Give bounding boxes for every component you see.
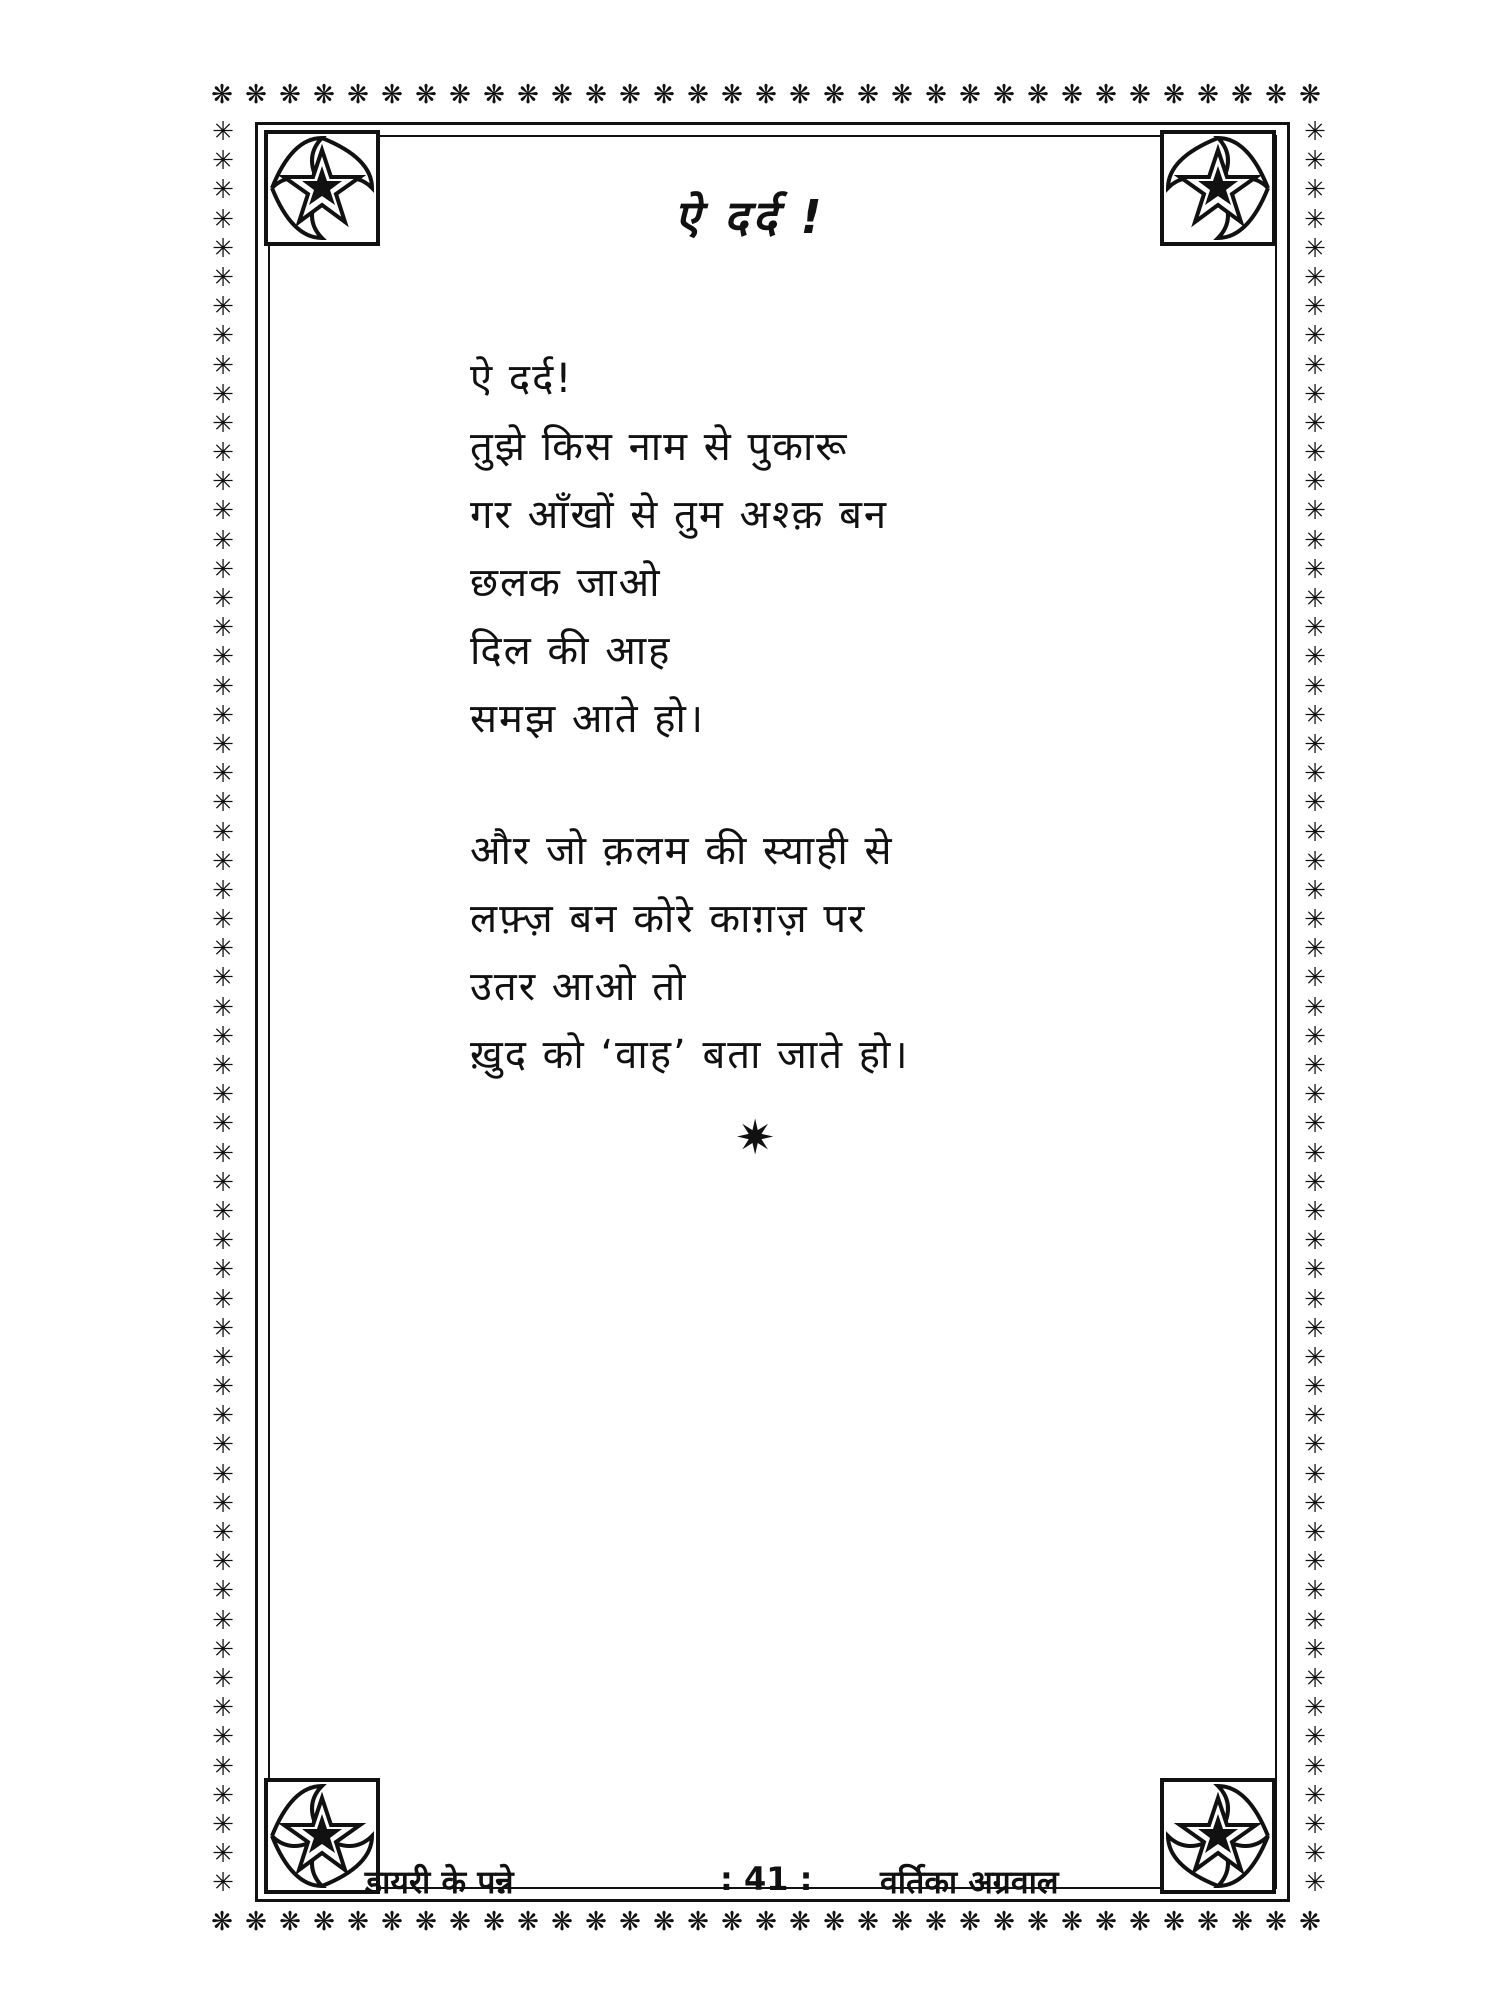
corner-star-ornament-bottom-left (262, 1776, 382, 1896)
border-ornament-icon: ❋ (517, 80, 539, 110)
border-ornament-icon: ✳ (1304, 846, 1326, 877)
border-ornament-icon: ❋ (551, 1907, 573, 1937)
border-ornament-icon: ✳ (1304, 292, 1326, 323)
border-ornament-icon: ✳ (1304, 1401, 1326, 1432)
border-ornament-icon: ✳ (212, 496, 234, 527)
border-ornament-icon: ❋ (1231, 80, 1253, 110)
border-ornament-icon: ✳ (1304, 1780, 1326, 1811)
poem-line: समझ आते हो। (470, 696, 706, 742)
border-ornament-icon: ✳ (1304, 1372, 1326, 1403)
border-ornament-icon: ✳ (1304, 118, 1326, 147)
border-ornament-icon: ❋ (823, 80, 845, 110)
border-ornament-icon: ✳ (212, 1313, 234, 1344)
border-ornament-icon: ❋ (211, 80, 233, 110)
border-ornament-icon: ❋ (789, 1907, 811, 1937)
border-ornament-icon: ❋ (1129, 80, 1151, 110)
border-ornament-icon: ✳ (212, 992, 234, 1023)
border-ornament-icon: ✳ (212, 204, 234, 235)
border-ornament-icon: ✳ (212, 438, 234, 469)
border-ornament-icon: ❋ (1061, 1907, 1083, 1937)
border-ornament-icon: ✳ (1304, 1080, 1326, 1111)
border-ornament-icon: ✳ (1304, 905, 1326, 936)
border-ornament-icon: ✳ (1304, 350, 1326, 381)
border-ornament-icon: ❋ (415, 1907, 437, 1937)
border-ornament-icon: ✳ (1304, 408, 1326, 439)
border-ornament-icon: ✳ (1304, 1313, 1326, 1344)
border-ornament-icon: ❋ (1231, 1907, 1253, 1937)
border-ornament-icon: ✳ (212, 118, 234, 147)
border-ornament-icon: ✳ (212, 1809, 234, 1840)
border-ornament-icon: ✳ (212, 1021, 234, 1052)
border-ornament-icon: ❋ (1299, 1907, 1321, 1937)
border-ornament-icon: ✳ (212, 1751, 234, 1782)
border-ornament-icon: ✳ (212, 671, 234, 702)
border-ornament-icon: ❋ (313, 80, 335, 110)
border-ornament-icon: ✳ (1304, 1167, 1326, 1198)
border-ornament-icon: ✳ (1304, 700, 1326, 731)
border-ornament-icon: ❋ (551, 80, 573, 110)
border-ornament-icon: ❋ (755, 1907, 777, 1937)
border-ornament-icon: ✳ (212, 1401, 234, 1432)
poem-line: उतर आओ तो (470, 964, 688, 1010)
border-ornament-icon: ✳ (1304, 554, 1326, 585)
border-ornament-icon: ✳ (212, 875, 234, 906)
border-ornament-icon: ✳ (1304, 204, 1326, 235)
poem-line: ख़ुद को ‘वाह’ बता जाते हो। (470, 1032, 910, 1078)
border-ornament-icon: ✳ (212, 1547, 234, 1578)
border-ornament-icon: ❋ (823, 1907, 845, 1937)
border-ornament-icon: ✳ (1304, 438, 1326, 469)
border-ornament-icon: ❋ (891, 1907, 913, 1937)
border-ornament-icon: ✳ (1304, 963, 1326, 994)
border-ornament-icon: ❋ (959, 80, 981, 110)
border-ornament-icon: ✳ (212, 817, 234, 848)
border-ornament-icon: ✳ (212, 525, 234, 556)
border-ornament-icon: ✳ (1304, 729, 1326, 760)
border-ornament-icon: ✳ (212, 700, 234, 731)
border-ornament-icon: ✳ (212, 1196, 234, 1227)
border-ornament-icon: ✳ (1304, 817, 1326, 848)
border-ornament-icon: ✳ (212, 788, 234, 819)
border-ornament-icon: ❋ (1299, 80, 1321, 110)
border-ornament-icon: ✳ (212, 1868, 234, 1899)
border-ornament-icon: ✳ (1304, 496, 1326, 527)
border-ornament-icon: ✳ (1304, 1255, 1326, 1286)
border-ornament-icon: ❋ (1197, 1907, 1219, 1937)
border-ornament-icon: ✳ (212, 759, 234, 790)
border-ornament-icon: ✳ (212, 1518, 234, 1548)
border-ornament-icon: ❋ (483, 80, 505, 110)
end-star-icon: ✷ (735, 1110, 776, 1166)
footer-author: वर्तिका अग्रवाल (880, 1863, 1059, 1901)
poem-line: तुझे किस नाम से पुकारू (470, 424, 849, 470)
border-ornament-icon: ✳ (212, 1430, 234, 1461)
border-ornament-icon: ❋ (721, 1907, 743, 1937)
border-ornament-icon: ✳ (212, 934, 234, 965)
border-ornament-icon: ✳ (212, 175, 234, 206)
border-ornament-icon: ✳ (212, 408, 234, 439)
border-ornament-icon: ❋ (1197, 80, 1219, 110)
border-ornament-icon: ❋ (347, 1907, 369, 1937)
border-ornament-icon: ❋ (517, 1907, 539, 1937)
border-ornament-icon: ✳ (212, 1109, 234, 1140)
border-ornament-icon: ✳ (1304, 379, 1326, 410)
ornamental-border-right (1295, 118, 1335, 1903)
border-ornament-icon: ✳ (212, 1459, 234, 1490)
border-ornament-icon: ✳ (212, 1255, 234, 1286)
border-ornament-icon: ✳ (212, 1780, 234, 1811)
border-ornament-icon: ✳ (1304, 1488, 1326, 1519)
border-ornament-icon: ✳ (212, 1080, 234, 1111)
border-ornament-icon: ✳ (212, 1051, 234, 1081)
border-ornament-icon: ✳ (212, 321, 234, 352)
border-ornament-icon: ✳ (1304, 1051, 1326, 1081)
border-ornament-icon: ✳ (212, 1372, 234, 1403)
border-ornament-icon: ❋ (721, 80, 743, 110)
border-ornament-icon: ✳ (1304, 1196, 1326, 1227)
poem-line: और जो क़लम की स्याही से (470, 828, 894, 874)
border-ornament-icon: ✳ (212, 1605, 234, 1636)
border-ornament-icon: ✳ (1304, 467, 1326, 498)
border-ornament-icon: ✳ (1304, 1109, 1326, 1140)
border-ornament-icon: ❋ (993, 1907, 1015, 1937)
border-ornament-icon: ❋ (483, 1907, 505, 1937)
border-ornament-icon: ✳ (212, 729, 234, 760)
border-ornament-icon: ❋ (211, 1907, 233, 1937)
border-ornament-icon: ❋ (585, 1907, 607, 1937)
border-ornament-icon: ✳ (212, 1488, 234, 1519)
border-ornament-icon: ✳ (1304, 321, 1326, 352)
border-ornament-icon: ✳ (212, 350, 234, 381)
border-ornament-icon: ✳ (1304, 1430, 1326, 1461)
border-ornament-icon: ✳ (212, 467, 234, 498)
border-ornament-icon: ✳ (212, 1226, 234, 1257)
border-ornament-icon: ✳ (212, 1284, 234, 1315)
border-ornament-icon: ✳ (1304, 1839, 1326, 1870)
border-ornament-icon: ✳ (1304, 1459, 1326, 1490)
border-ornament-icon: ❋ (857, 80, 879, 110)
border-ornament-icon: ✳ (212, 1839, 234, 1870)
border-ornament-icon: ✳ (212, 379, 234, 410)
border-ornament-icon: ✳ (212, 1138, 234, 1169)
border-ornament-icon: ✳ (212, 642, 234, 673)
border-ornament-icon: ❋ (245, 1907, 267, 1937)
border-ornament-icon: ❋ (1061, 80, 1083, 110)
border-ornament-icon: ✳ (212, 1693, 234, 1724)
border-ornament-icon: ✳ (1304, 934, 1326, 965)
border-ornament-icon: ❋ (279, 80, 301, 110)
border-ornament-icon: ✳ (212, 846, 234, 877)
border-ornament-icon: ✳ (1304, 1751, 1326, 1782)
border-ornament-icon: ✳ (1304, 992, 1326, 1023)
border-ornament-icon: ❋ (313, 1907, 335, 1937)
border-ornament-icon: ❋ (925, 80, 947, 110)
border-ornament-icon: ❋ (1027, 1907, 1049, 1937)
border-ornament-icon: ❋ (1095, 80, 1117, 110)
border-ornament-icon: ❋ (1129, 1907, 1151, 1937)
border-ornament-icon: ✳ (1304, 642, 1326, 673)
border-ornament-icon: ❋ (891, 80, 913, 110)
border-ornament-icon: ✳ (212, 1342, 234, 1373)
border-ornament-icon: ❋ (449, 1907, 471, 1937)
border-ornament-icon: ✳ (212, 292, 234, 323)
border-ornament-icon: ✳ (212, 963, 234, 994)
border-ornament-icon: ✳ (1304, 1226, 1326, 1257)
border-ornament-icon: ❋ (993, 80, 1015, 110)
border-ornament-icon: ✳ (212, 146, 234, 177)
border-ornament-icon: ❋ (687, 80, 709, 110)
border-ornament-icon: ❋ (415, 80, 437, 110)
border-ornament-icon: ✳ (1304, 1576, 1326, 1607)
border-ornament-icon: ✳ (1304, 671, 1326, 702)
border-ornament-icon: ❋ (925, 1907, 947, 1937)
poem-line: ऐ दर्द! (470, 356, 574, 402)
border-ornament-icon: ❋ (687, 1907, 709, 1937)
border-ornament-icon: ✳ (1304, 175, 1326, 206)
border-ornament-icon: ❋ (619, 80, 641, 110)
border-ornament-icon: ✳ (1304, 146, 1326, 177)
border-ornament-icon: ❋ (959, 1907, 981, 1937)
border-ornament-icon: ✳ (1304, 759, 1326, 790)
border-ornament-icon: ❋ (857, 1907, 879, 1937)
border-ornament-icon: ❋ (755, 80, 777, 110)
border-ornament-icon: ✳ (1304, 1138, 1326, 1169)
border-ornament-icon: ❋ (653, 1907, 675, 1937)
border-ornament-icon: ❋ (1265, 1907, 1287, 1937)
stanza-1 (470, 345, 909, 753)
footer-page-number: : 41 : (720, 1860, 813, 1898)
border-ornament-icon: ❋ (619, 1907, 641, 1937)
border-ornament-icon: ✳ (212, 554, 234, 585)
border-ornament-icon: ✳ (1304, 1693, 1326, 1724)
border-ornament-icon: ❋ (381, 80, 403, 110)
ornamental-border-top (205, 78, 1335, 112)
border-ornament-icon: ✳ (1304, 788, 1326, 819)
border-ornament-icon: ✳ (1304, 525, 1326, 556)
border-ornament-icon: ✳ (1304, 1342, 1326, 1373)
corner-star-ornament-bottom-right (1158, 1776, 1278, 1896)
border-ornament-icon: ✳ (1304, 1547, 1326, 1578)
border-ornament-icon: ✳ (1304, 1605, 1326, 1636)
border-ornament-icon: ✳ (212, 262, 234, 293)
border-ornament-icon: ✳ (212, 1663, 234, 1694)
border-ornament-icon: ❋ (381, 1907, 403, 1937)
footer-book-title: डायरी के पन्ने (365, 1863, 514, 1901)
border-ornament-icon: ✳ (212, 905, 234, 936)
border-ornament-icon: ✳ (212, 613, 234, 644)
border-ornament-icon: ❋ (279, 1907, 301, 1937)
border-ornament-icon: ✳ (1304, 1284, 1326, 1315)
border-ornament-icon: ✳ (1304, 613, 1326, 644)
border-ornament-icon: ❋ (1027, 80, 1049, 110)
border-ornament-icon: ❋ (653, 80, 675, 110)
border-ornament-icon: ✳ (1304, 1722, 1326, 1753)
border-ornament-icon: ❋ (1265, 80, 1287, 110)
poem-line: गर आँखों से तुम अश्क़ बन (470, 492, 889, 538)
poem-line: लफ़्ज़ बन कोरे काग़ज़ पर (470, 896, 867, 942)
border-ornament-icon: ❋ (585, 80, 607, 110)
border-ornament-icon: ❋ (347, 80, 369, 110)
border-ornament-icon: ✳ (1304, 233, 1326, 264)
border-ornament-icon: ✳ (212, 1167, 234, 1198)
border-ornament-icon: ✳ (1304, 1518, 1326, 1548)
border-ornament-icon: ✳ (1304, 1663, 1326, 1694)
border-ornament-icon: ✳ (1304, 584, 1326, 614)
border-ornament-icon: ✳ (212, 1634, 234, 1665)
poem-body (470, 345, 909, 1089)
border-ornament-icon: ✳ (1304, 1634, 1326, 1665)
ornamental-border-left (203, 118, 243, 1903)
border-ornament-icon: ✳ (1304, 875, 1326, 906)
border-ornament-icon: ✳ (212, 1722, 234, 1753)
border-ornament-icon: ✳ (1304, 1021, 1326, 1052)
border-ornament-icon: ✳ (212, 233, 234, 264)
stanza-gap (470, 753, 909, 817)
border-ornament-icon: ❋ (789, 80, 811, 110)
border-ornament-icon: ✳ (1304, 1809, 1326, 1840)
border-ornament-icon: ❋ (1163, 1907, 1185, 1937)
border-ornament-icon: ✳ (212, 1576, 234, 1607)
border-ornament-icon: ❋ (245, 80, 267, 110)
border-ornament-icon: ❋ (449, 80, 471, 110)
poem-title: ऐ दर्द ! (674, 190, 826, 244)
border-ornament-icon: ✳ (1304, 262, 1326, 293)
border-ornament-icon: ❋ (1163, 80, 1185, 110)
poem-line: छलक जाओ (470, 560, 662, 606)
poem-line: दिल की आह (470, 628, 672, 674)
stanza-2 (470, 817, 909, 1089)
border-ornament-icon: ✳ (1304, 1868, 1326, 1899)
ornamental-border-bottom (205, 1905, 1335, 1939)
border-ornament-icon: ✳ (212, 584, 234, 614)
border-ornament-icon: ❋ (1095, 1907, 1117, 1937)
